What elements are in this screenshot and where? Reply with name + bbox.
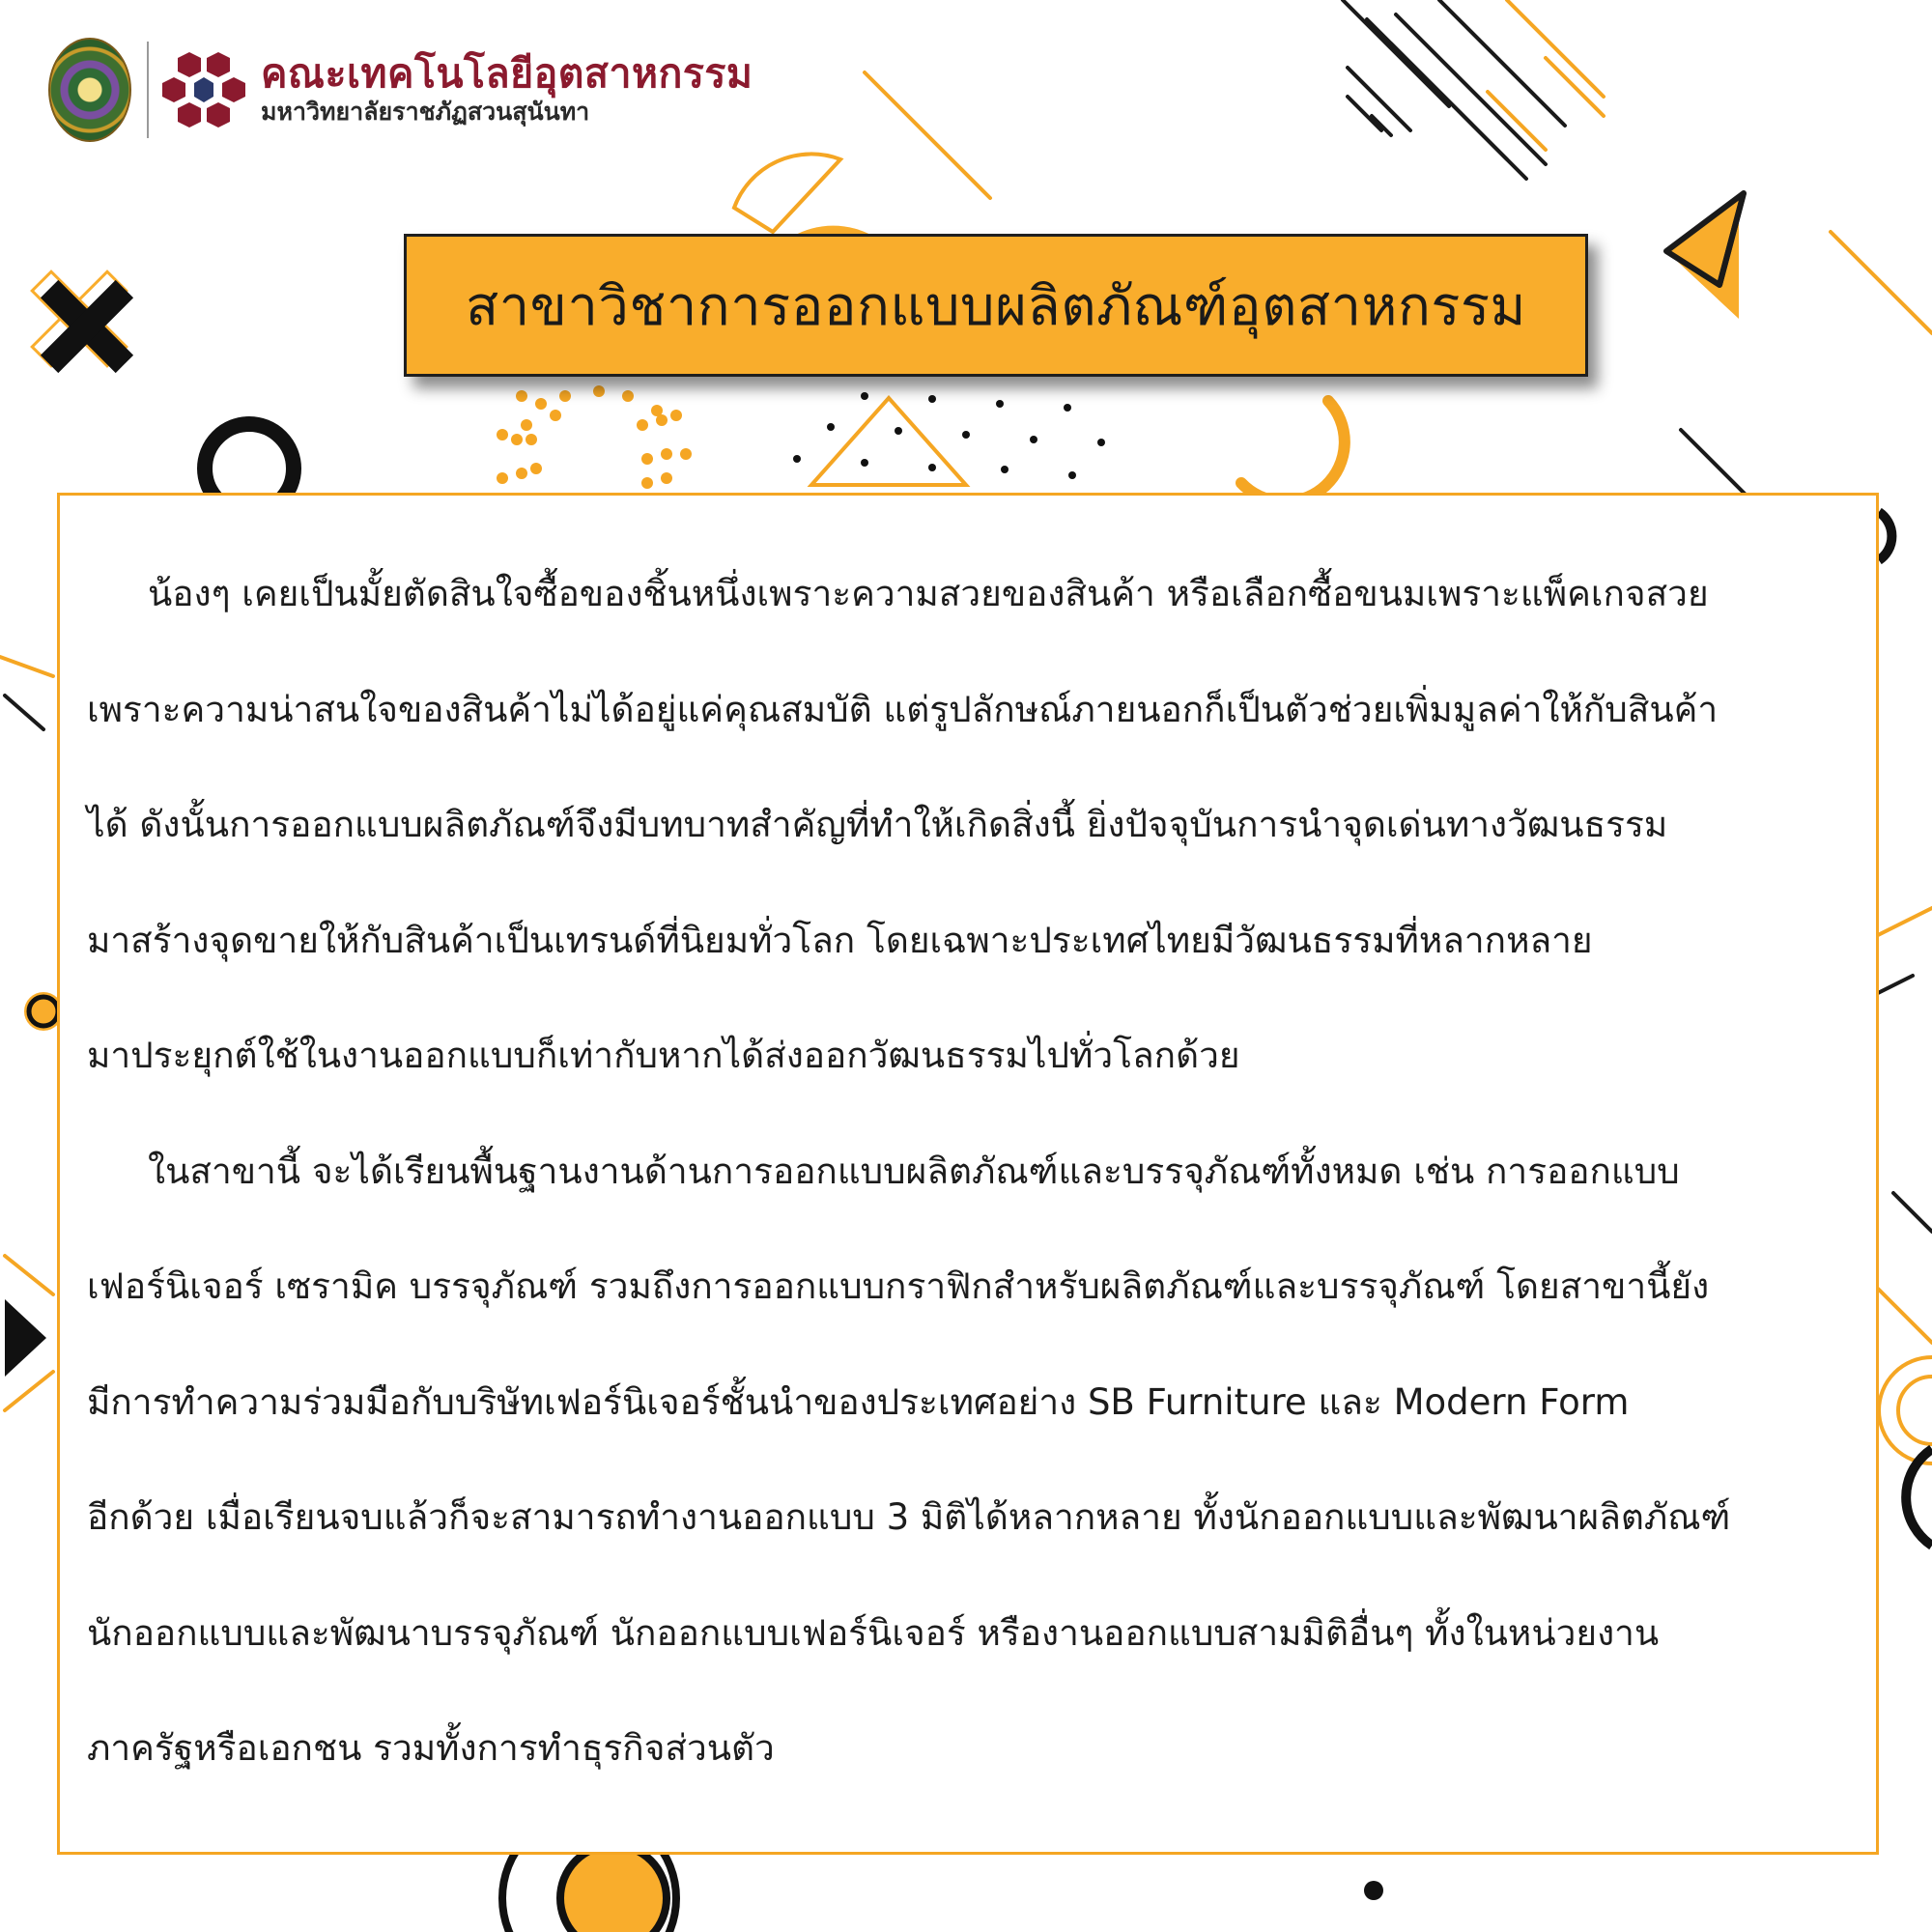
page-title: สาขาวิชาการออกแบบผลิตภัณฑ์อุตสาหกรรม [466,274,1526,336]
orange-dots [497,385,692,489]
paragraph-line: มาประยุกต์ใช้ในงานออกแบบก็เท่ากับหากได้ส่งออกวัฒนธรรมไปทั่วโลกด้วย [87,1035,1240,1076]
paragraph-line: ภาครัฐหรือเอกชน รวมทั้งการทำธุรกิจส่วนตัว [87,1727,775,1769]
title-banner [404,234,1588,377]
paragraph-line: เพราะความน่าสนใจของสินค้าไม่ได้อยู่แค่คุณสมบัติ แต่รูปลักษณ์ภายนอกก็เป็นตัวช่วยเพิ่มมูลค่าให้กับสินค้า [87,688,1719,730]
long-orange-line [865,72,990,198]
dotted-triangle [793,392,1105,485]
left-lines [5,696,43,729]
right-concentric-circles [1879,1357,1932,1463]
right-black-arc [1879,512,1891,560]
orange-arc [1241,401,1345,501]
paragraph-line: ได้ ดังนั้นการออกแบบผลิตภัณฑ์จึงมีบทบาทสำคัญที่ทำให้เกิดสิ่งนี้ ยิ่งปัจจุบันการนำจุดเด่นทางวัฒนธรรม [87,804,1668,845]
faculty-text [261,51,753,128]
header-divider [147,42,149,138]
paragraph-1 [87,536,1857,1114]
paragraph-line: น้องๆ เคยเป็นมั้ยตัดสินใจซื้อของชิ้นหนึ่งเพราะความสวยของสินค้า หรือเลือกซื้อขนมเพราะแพ็คเกจสวย [148,573,1709,614]
header [48,37,753,143]
left-orange-lines [0,657,53,1410]
paragraph-line: เฟอร์นิเจอร์ เซรามิค บรรจุภัณฑ์ รวมถึงการออกแบบกราฟิกสำหรับผลิตภัณฑ์และบรรจุภัณฑ์ โดยสาขานี้ยัง [87,1265,1710,1307]
paragraph-line: นักออกแบบและพัฒนาบรรจุภัณฑ์ นักออกแบบเฟอร์นิเจอร์ หรืองานออกแบบสามมิติอื่นๆ ทั้งในหน่วยงาน [87,1611,1660,1654]
triangle-plane [1666,193,1744,319]
paragraph-line: มีการทำความร่วมมือกับบริษัทเฟอร์นิเจอร์ชั้นนำของประเทศอย่าง SB Furniture และ Modern Form [87,1380,1630,1423]
paragraph-line: อีกด้วย เมื่อเรียนจบแล้วก็จะสามารถทำงานออกแบบ 3 มิติได้หลากหลาย ทั้งนักออกแบบและพัฒนาผลิตภัณฑ์ [87,1496,1731,1538]
x-cross [4,243,162,402]
faculty-name: คณะเทคโนโลยีอุตสาหกรรม [261,51,753,97]
paragraph-line: มาสร้างจุดขายให้กับสินค้าเป็นเทรนด์ที่นิยมทั่วโลก โดยเฉพาะประเทศไทยมีวัฒนธรรมที่หลากหลาย [87,919,1593,961]
faculty-logo [162,48,245,131]
paragraph-2 [87,1114,1857,1806]
paragraph-line: ในสาขานี้ จะได้เรียนพื้นฐานงานด้านการออกแบบผลิตภัณฑ์และบรรจุภัณฑ์ทั้งหมด เช่น การออกแบบ [148,1150,1680,1192]
orange-arc-outline [734,154,840,232]
university-name: มหาวิทยาลัยราชภัฏสวนสุนันทา [261,99,590,127]
left-play-triangle [5,1299,46,1377]
university-seal-logo [48,38,131,142]
bottom-dot [1364,1881,1383,1900]
content-box [57,493,1879,1855]
